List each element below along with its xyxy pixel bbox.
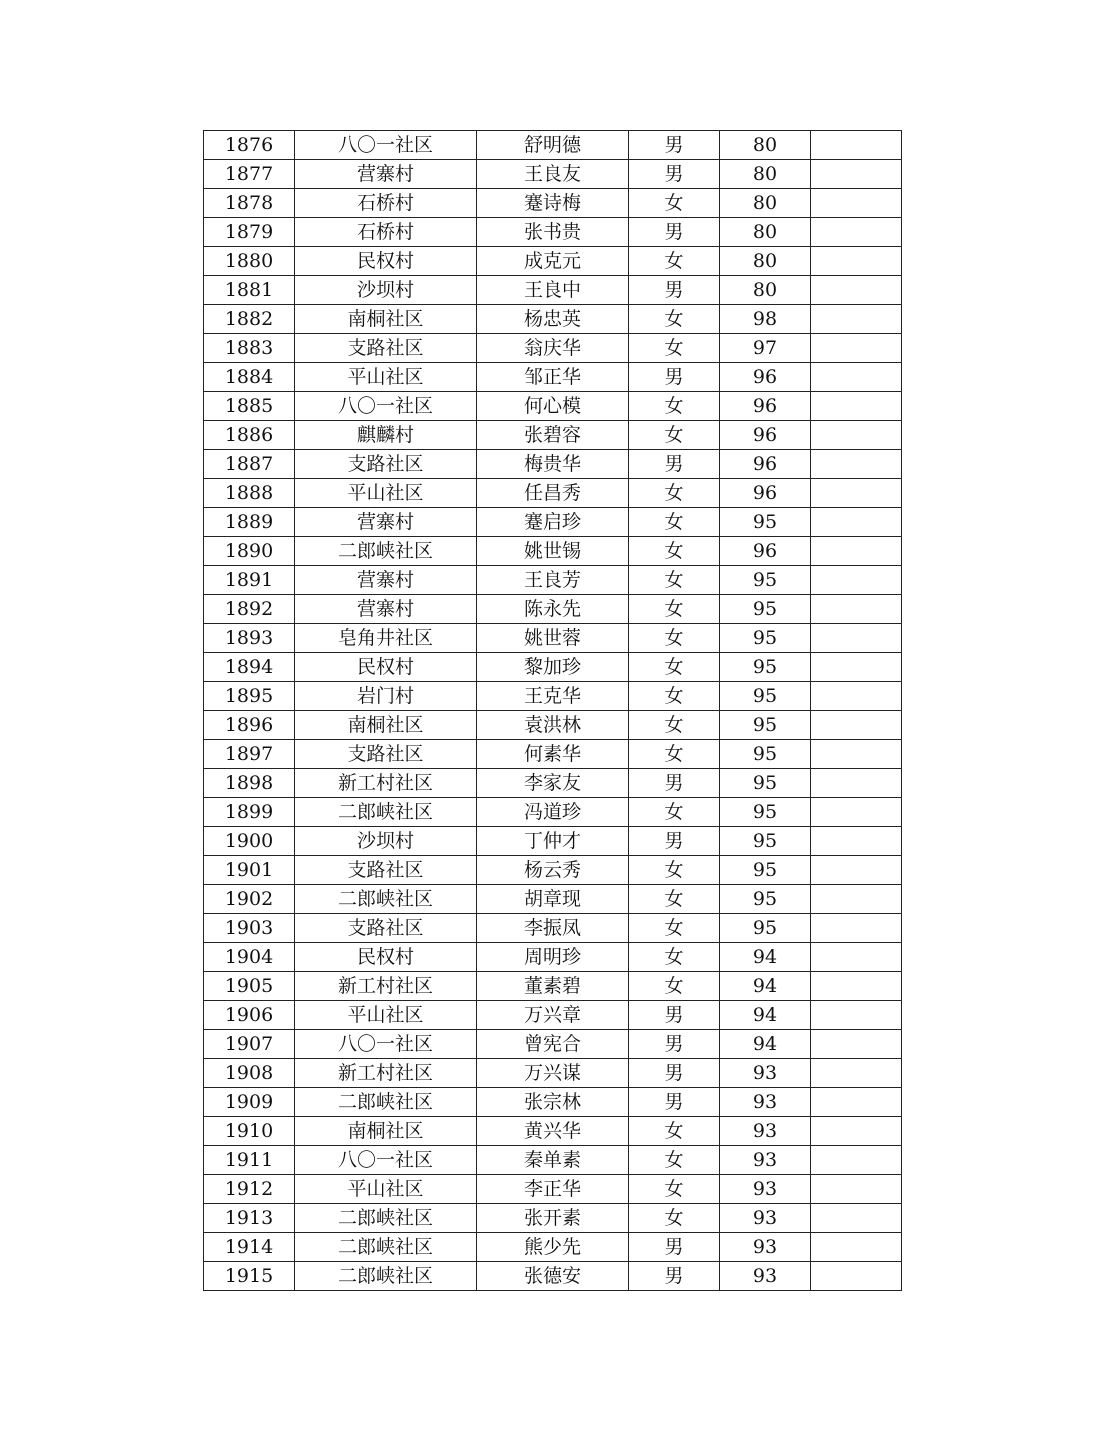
- name-cell: 熊少先: [477, 1233, 629, 1262]
- name-cell: 李振凤: [477, 914, 629, 943]
- serial-number-cell: 1906: [204, 1001, 295, 1030]
- serial-number-cell: 1887: [204, 450, 295, 479]
- gender-cell: 女: [629, 305, 720, 334]
- community-cell: 平山社区: [295, 479, 477, 508]
- age-cell: 80: [720, 276, 811, 305]
- gender-cell: 男: [629, 131, 720, 160]
- serial-number-cell: 1878: [204, 189, 295, 218]
- community-cell: 民权村: [295, 653, 477, 682]
- table-row: [204, 537, 902, 566]
- name-cell: 张碧容: [477, 421, 629, 450]
- age-cell: 96: [720, 450, 811, 479]
- table-row: [204, 305, 902, 334]
- gender-cell: 男: [629, 218, 720, 247]
- name-cell: 李正华: [477, 1175, 629, 1204]
- note-cell: [811, 392, 902, 421]
- gender-cell: 男: [629, 1001, 720, 1030]
- note-cell: [811, 508, 902, 537]
- community-cell: 石桥村: [295, 218, 477, 247]
- community-cell: 沙坝村: [295, 276, 477, 305]
- community-cell: 沙坝村: [295, 827, 477, 856]
- roster-table: [203, 130, 902, 1291]
- community-cell: 南桐社区: [295, 305, 477, 334]
- community-cell: 二郎峡社区: [295, 1262, 477, 1291]
- name-cell: 张宗林: [477, 1088, 629, 1117]
- community-cell: 支路社区: [295, 450, 477, 479]
- name-cell: 陈永先: [477, 595, 629, 624]
- age-cell: 93: [720, 1146, 811, 1175]
- name-cell: 何素华: [477, 740, 629, 769]
- gender-cell: 女: [629, 624, 720, 653]
- community-cell: 营寨村: [295, 160, 477, 189]
- table-row: [204, 769, 902, 798]
- community-cell: 八〇一社区: [295, 392, 477, 421]
- serial-number-cell: 1899: [204, 798, 295, 827]
- table-row: [204, 653, 902, 682]
- name-cell: 张德安: [477, 1262, 629, 1291]
- age-cell: 95: [720, 595, 811, 624]
- community-cell: 支路社区: [295, 740, 477, 769]
- table-row: [204, 856, 902, 885]
- name-cell: 黄兴华: [477, 1117, 629, 1146]
- note-cell: [811, 798, 902, 827]
- age-cell: 94: [720, 1001, 811, 1030]
- note-cell: [811, 711, 902, 740]
- table-row: [204, 508, 902, 537]
- name-cell: 翁庆华: [477, 334, 629, 363]
- name-cell: 杨云秀: [477, 856, 629, 885]
- age-cell: 95: [720, 885, 811, 914]
- table-row: [204, 566, 902, 595]
- note-cell: [811, 1059, 902, 1088]
- age-cell: 95: [720, 856, 811, 885]
- serial-number-cell: 1914: [204, 1233, 295, 1262]
- note-cell: [811, 1175, 902, 1204]
- serial-number-cell: 1886: [204, 421, 295, 450]
- table-row: [204, 682, 902, 711]
- serial-number-cell: 1890: [204, 537, 295, 566]
- community-cell: 岩门村: [295, 682, 477, 711]
- name-cell: 万兴谋: [477, 1059, 629, 1088]
- serial-number-cell: 1915: [204, 1262, 295, 1291]
- age-cell: 96: [720, 392, 811, 421]
- community-cell: 南桐社区: [295, 711, 477, 740]
- age-cell: 95: [720, 914, 811, 943]
- gender-cell: 女: [629, 653, 720, 682]
- age-cell: 95: [720, 711, 811, 740]
- gender-cell: 女: [629, 189, 720, 218]
- gender-cell: 女: [629, 856, 720, 885]
- note-cell: [811, 1146, 902, 1175]
- community-cell: 民权村: [295, 943, 477, 972]
- name-cell: 蹇诗梅: [477, 189, 629, 218]
- age-cell: 94: [720, 943, 811, 972]
- community-cell: 皂角井社区: [295, 624, 477, 653]
- note-cell: [811, 624, 902, 653]
- serial-number-cell: 1885: [204, 392, 295, 421]
- gender-cell: 女: [629, 334, 720, 363]
- gender-cell: 女: [629, 392, 720, 421]
- gender-cell: 女: [629, 711, 720, 740]
- table-row: [204, 160, 902, 189]
- serial-number-cell: 1884: [204, 363, 295, 392]
- table-row: [204, 334, 902, 363]
- age-cell: 93: [720, 1204, 811, 1233]
- table-row: [204, 1059, 902, 1088]
- note-cell: [811, 131, 902, 160]
- gender-cell: 女: [629, 798, 720, 827]
- note-cell: [811, 276, 902, 305]
- age-cell: 80: [720, 189, 811, 218]
- gender-cell: 女: [629, 479, 720, 508]
- gender-cell: 女: [629, 537, 720, 566]
- age-cell: 93: [720, 1117, 811, 1146]
- name-cell: 姚世蓉: [477, 624, 629, 653]
- serial-number-cell: 1882: [204, 305, 295, 334]
- gender-cell: 女: [629, 972, 720, 1001]
- age-cell: 95: [720, 624, 811, 653]
- note-cell: [811, 827, 902, 856]
- note-cell: [811, 1204, 902, 1233]
- age-cell: 95: [720, 508, 811, 537]
- note-cell: [811, 160, 902, 189]
- community-cell: 营寨村: [295, 595, 477, 624]
- table-row: [204, 363, 902, 392]
- community-cell: 石桥村: [295, 189, 477, 218]
- serial-number-cell: 1895: [204, 682, 295, 711]
- serial-number-cell: 1880: [204, 247, 295, 276]
- table-row: [204, 624, 902, 653]
- age-cell: 96: [720, 537, 811, 566]
- table-row: [204, 827, 902, 856]
- name-cell: 曾宪合: [477, 1030, 629, 1059]
- community-cell: 八〇一社区: [295, 131, 477, 160]
- table-row: [204, 276, 902, 305]
- table-row: [204, 1146, 902, 1175]
- age-cell: 96: [720, 363, 811, 392]
- gender-cell: 女: [629, 247, 720, 276]
- note-cell: [811, 479, 902, 508]
- community-cell: 二郎峡社区: [295, 537, 477, 566]
- note-cell: [811, 1233, 902, 1262]
- note-cell: [811, 769, 902, 798]
- roster-table-body: [204, 131, 902, 1291]
- table-row: [204, 421, 902, 450]
- serial-number-cell: 1894: [204, 653, 295, 682]
- gender-cell: 女: [629, 1175, 720, 1204]
- serial-number-cell: 1883: [204, 334, 295, 363]
- gender-cell: 男: [629, 1262, 720, 1291]
- name-cell: 丁仲才: [477, 827, 629, 856]
- community-cell: 新工村社区: [295, 769, 477, 798]
- age-cell: 80: [720, 247, 811, 276]
- table-row: [204, 943, 902, 972]
- note-cell: [811, 885, 902, 914]
- table-row: [204, 247, 902, 276]
- age-cell: 94: [720, 972, 811, 1001]
- table-row: [204, 131, 902, 160]
- age-cell: 93: [720, 1175, 811, 1204]
- age-cell: 95: [720, 827, 811, 856]
- serial-number-cell: 1909: [204, 1088, 295, 1117]
- name-cell: 何心模: [477, 392, 629, 421]
- gender-cell: 男: [629, 160, 720, 189]
- gender-cell: 女: [629, 914, 720, 943]
- community-cell: 平山社区: [295, 1175, 477, 1204]
- community-cell: 八〇一社区: [295, 1030, 477, 1059]
- table-row: [204, 1175, 902, 1204]
- community-cell: 新工村社区: [295, 972, 477, 1001]
- note-cell: [811, 653, 902, 682]
- community-cell: 平山社区: [295, 363, 477, 392]
- age-cell: 95: [720, 769, 811, 798]
- serial-number-cell: 1896: [204, 711, 295, 740]
- table-row: [204, 1117, 902, 1146]
- table-row: [204, 1204, 902, 1233]
- note-cell: [811, 682, 902, 711]
- gender-cell: 女: [629, 595, 720, 624]
- table-row: [204, 189, 902, 218]
- note-cell: [811, 1088, 902, 1117]
- serial-number-cell: 1888: [204, 479, 295, 508]
- age-cell: 98: [720, 305, 811, 334]
- serial-number-cell: 1900: [204, 827, 295, 856]
- age-cell: 93: [720, 1233, 811, 1262]
- name-cell: 任昌秀: [477, 479, 629, 508]
- serial-number-cell: 1881: [204, 276, 295, 305]
- name-cell: 张书贵: [477, 218, 629, 247]
- gender-cell: 女: [629, 1117, 720, 1146]
- gender-cell: 男: [629, 363, 720, 392]
- serial-number-cell: 1904: [204, 943, 295, 972]
- gender-cell: 女: [629, 1146, 720, 1175]
- name-cell: 胡章现: [477, 885, 629, 914]
- note-cell: [811, 247, 902, 276]
- gender-cell: 男: [629, 1233, 720, 1262]
- name-cell: 舒明德: [477, 131, 629, 160]
- note-cell: [811, 218, 902, 247]
- gender-cell: 男: [629, 1088, 720, 1117]
- gender-cell: 男: [629, 827, 720, 856]
- gender-cell: 女: [629, 885, 720, 914]
- serial-number-cell: 1876: [204, 131, 295, 160]
- table-row: [204, 972, 902, 1001]
- table-row: [204, 1233, 902, 1262]
- table-row: [204, 914, 902, 943]
- table-row: [204, 711, 902, 740]
- age-cell: 94: [720, 1030, 811, 1059]
- serial-number-cell: 1907: [204, 1030, 295, 1059]
- age-cell: 80: [720, 131, 811, 160]
- serial-number-cell: 1901: [204, 856, 295, 885]
- table-row: [204, 1088, 902, 1117]
- table-row: [204, 392, 902, 421]
- gender-cell: 男: [629, 1030, 720, 1059]
- name-cell: 董素碧: [477, 972, 629, 1001]
- name-cell: 秦单素: [477, 1146, 629, 1175]
- gender-cell: 女: [629, 943, 720, 972]
- age-cell: 93: [720, 1262, 811, 1291]
- note-cell: [811, 1117, 902, 1146]
- note-cell: [811, 334, 902, 363]
- serial-number-cell: 1897: [204, 740, 295, 769]
- age-cell: 95: [720, 653, 811, 682]
- community-cell: 二郎峡社区: [295, 1088, 477, 1117]
- note-cell: [811, 305, 902, 334]
- note-cell: [811, 189, 902, 218]
- serial-number-cell: 1902: [204, 885, 295, 914]
- age-cell: 80: [720, 218, 811, 247]
- name-cell: 袁洪林: [477, 711, 629, 740]
- note-cell: [811, 943, 902, 972]
- gender-cell: 男: [629, 1059, 720, 1088]
- gender-cell: 男: [629, 450, 720, 479]
- note-cell: [811, 595, 902, 624]
- table-row: [204, 479, 902, 508]
- serial-number-cell: 1891: [204, 566, 295, 595]
- note-cell: [811, 972, 902, 1001]
- table-row: [204, 595, 902, 624]
- name-cell: 王良芳: [477, 566, 629, 595]
- name-cell: 邹正华: [477, 363, 629, 392]
- name-cell: 王克华: [477, 682, 629, 711]
- age-cell: 95: [720, 798, 811, 827]
- age-cell: 95: [720, 740, 811, 769]
- note-cell: [811, 1001, 902, 1030]
- note-cell: [811, 1262, 902, 1291]
- age-cell: 96: [720, 479, 811, 508]
- age-cell: 80: [720, 160, 811, 189]
- name-cell: 成克元: [477, 247, 629, 276]
- serial-number-cell: 1892: [204, 595, 295, 624]
- note-cell: [811, 363, 902, 392]
- community-cell: 八〇一社区: [295, 1146, 477, 1175]
- gender-cell: 女: [629, 566, 720, 595]
- name-cell: 张开素: [477, 1204, 629, 1233]
- community-cell: 支路社区: [295, 334, 477, 363]
- gender-cell: 女: [629, 508, 720, 537]
- name-cell: 王良中: [477, 276, 629, 305]
- community-cell: 二郎峡社区: [295, 1233, 477, 1262]
- note-cell: [811, 537, 902, 566]
- serial-number-cell: 1905: [204, 972, 295, 1001]
- community-cell: 支路社区: [295, 856, 477, 885]
- note-cell: [811, 856, 902, 885]
- age-cell: 95: [720, 682, 811, 711]
- community-cell: 营寨村: [295, 566, 477, 595]
- serial-number-cell: 1912: [204, 1175, 295, 1204]
- community-cell: 二郎峡社区: [295, 885, 477, 914]
- name-cell: 蹇启珍: [477, 508, 629, 537]
- age-cell: 95: [720, 566, 811, 595]
- serial-number-cell: 1903: [204, 914, 295, 943]
- community-cell: 二郎峡社区: [295, 1204, 477, 1233]
- note-cell: [811, 740, 902, 769]
- name-cell: 万兴章: [477, 1001, 629, 1030]
- gender-cell: 女: [629, 682, 720, 711]
- table-row: [204, 740, 902, 769]
- gender-cell: 女: [629, 740, 720, 769]
- serial-number-cell: 1910: [204, 1117, 295, 1146]
- community-cell: 支路社区: [295, 914, 477, 943]
- note-cell: [811, 421, 902, 450]
- table-row: [204, 450, 902, 479]
- age-cell: 93: [720, 1059, 811, 1088]
- serial-number-cell: 1889: [204, 508, 295, 537]
- gender-cell: 女: [629, 421, 720, 450]
- table-row: [204, 1030, 902, 1059]
- gender-cell: 女: [629, 1204, 720, 1233]
- serial-number-cell: 1913: [204, 1204, 295, 1233]
- name-cell: 李家友: [477, 769, 629, 798]
- gender-cell: 男: [629, 276, 720, 305]
- serial-number-cell: 1877: [204, 160, 295, 189]
- gender-cell: 男: [629, 769, 720, 798]
- community-cell: 民权村: [295, 247, 477, 276]
- name-cell: 黎加珍: [477, 653, 629, 682]
- community-cell: 二郎峡社区: [295, 798, 477, 827]
- community-cell: 新工村社区: [295, 1059, 477, 1088]
- table-row: [204, 885, 902, 914]
- community-cell: 南桐社区: [295, 1117, 477, 1146]
- age-cell: 93: [720, 1088, 811, 1117]
- name-cell: 王良友: [477, 160, 629, 189]
- note-cell: [811, 914, 902, 943]
- serial-number-cell: 1879: [204, 218, 295, 247]
- name-cell: 冯道珍: [477, 798, 629, 827]
- community-cell: 平山社区: [295, 1001, 477, 1030]
- table-row: [204, 1001, 902, 1030]
- table-row: [204, 1262, 902, 1291]
- name-cell: 杨忠英: [477, 305, 629, 334]
- serial-number-cell: 1898: [204, 769, 295, 798]
- name-cell: 周明珍: [477, 943, 629, 972]
- name-cell: 姚世锡: [477, 537, 629, 566]
- community-cell: 营寨村: [295, 508, 477, 537]
- serial-number-cell: 1911: [204, 1146, 295, 1175]
- age-cell: 96: [720, 421, 811, 450]
- community-cell: 麒麟村: [295, 421, 477, 450]
- table-row: [204, 798, 902, 827]
- note-cell: [811, 1030, 902, 1059]
- note-cell: [811, 566, 902, 595]
- name-cell: 梅贵华: [477, 450, 629, 479]
- note-cell: [811, 450, 902, 479]
- serial-number-cell: 1893: [204, 624, 295, 653]
- serial-number-cell: 1908: [204, 1059, 295, 1088]
- age-cell: 97: [720, 334, 811, 363]
- table-row: [204, 218, 902, 247]
